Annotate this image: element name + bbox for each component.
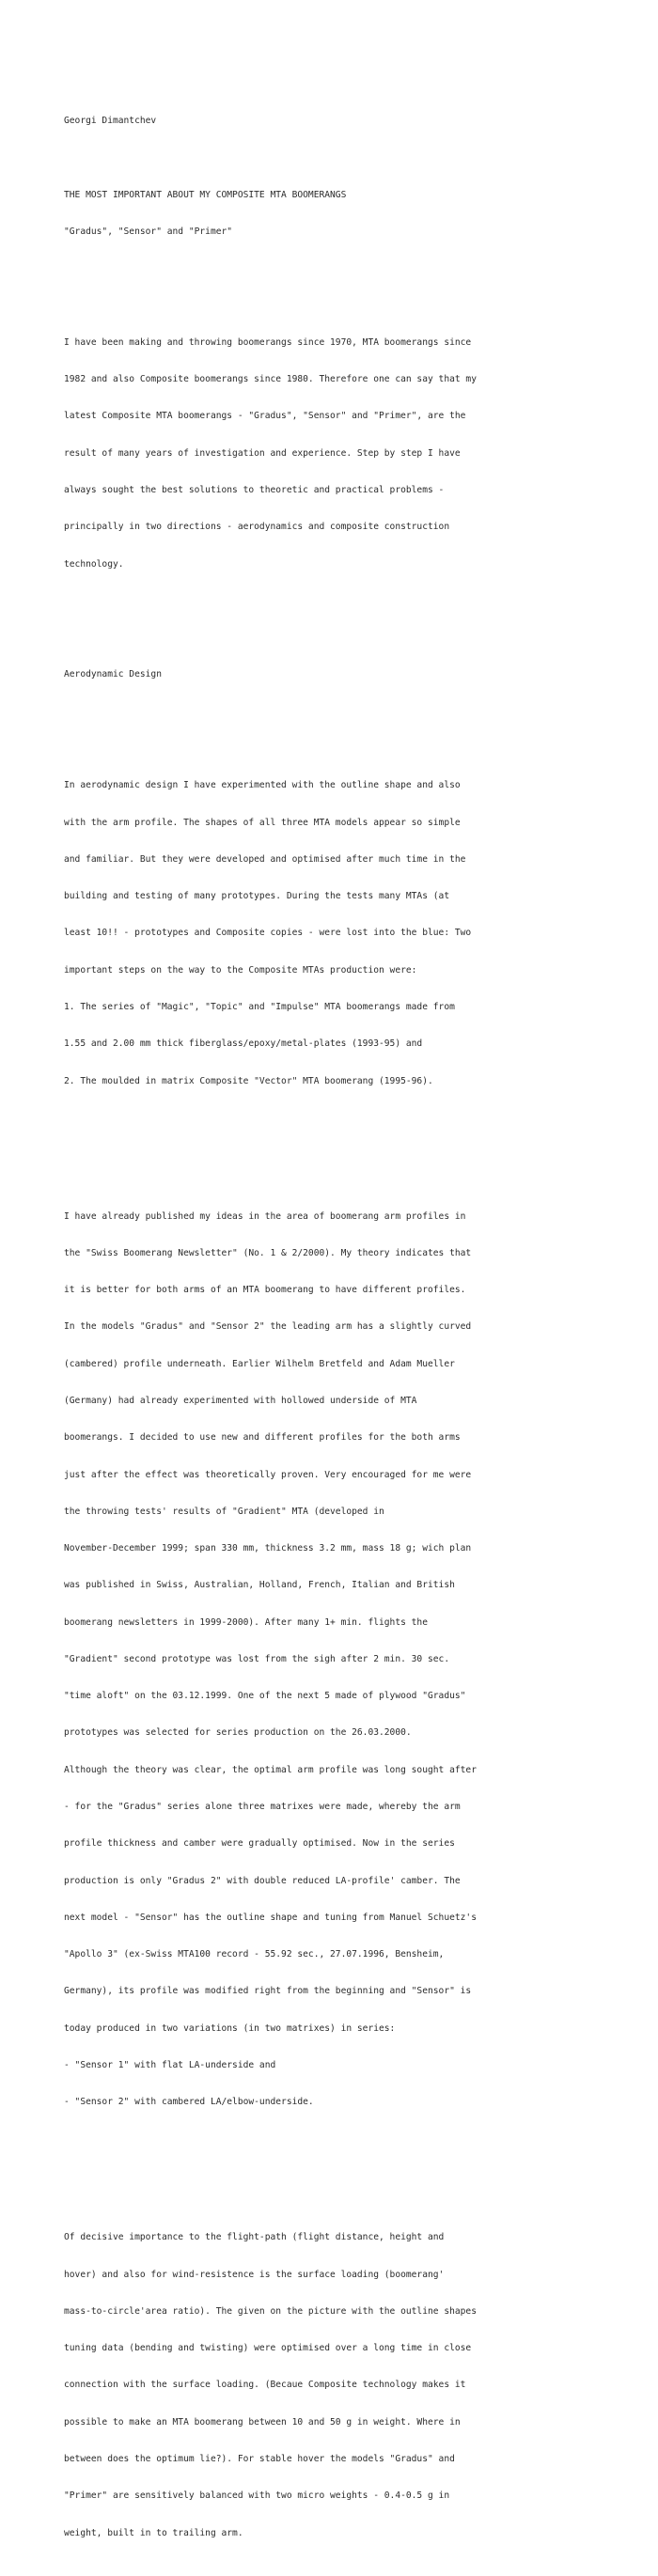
text-line: - "Sensor 1" with flat LA-underside and (64, 2060, 276, 2070)
text-line: - "Sensor 2" with cambered LA/elbow-underside. (64, 2097, 314, 2108)
paragraph-2 (64, 1185, 590, 2132)
text-line: important steps on the way to the Composite MTAs production were: (64, 964, 417, 976)
text-line: I have been making and throwing boomerangs since 1970, MTA boomerangs since (64, 336, 472, 348)
text-line: tuning data (bending and twisting) were optimised over a long time in close (64, 2343, 472, 2354)
text-line: mass-to-circle'area ratio). The given on the picture with the outline shapes (64, 2305, 477, 2317)
document-page (64, 90, 590, 2576)
text-line: today produced in two variations (in two matrixes) in series: (64, 2022, 396, 2034)
intro-paragraph (64, 312, 590, 595)
text-line: 1. The series of "Magic", "Topic" and "Impulse" MTA boomerangs made from (64, 1001, 455, 1012)
paragraph-1 (64, 755, 590, 1112)
text-line: with the arm profile. The shapes of all three MTA models appear so simple (64, 817, 461, 828)
text-line: technology. (64, 558, 124, 570)
text-line: "Gradient" second prototype was lost from the sigh after 2 min. 30 sec. (64, 1653, 450, 1664)
text-line: boomerang newsletters in 1999-2000). After many 1+ min. flights the (64, 1616, 428, 1628)
text-line: November-December 1999; span 330 mm, thickness 3.2 mm, mass 18 g; wich plan (64, 1543, 472, 1554)
paragraph-3 (64, 2207, 590, 2564)
text-line: Germany), its profile was modified right from the beginning and "Sensor" is (64, 1986, 472, 1997)
blank-line (64, 706, 590, 718)
blank-line (64, 2158, 590, 2170)
text-line: (Germany) had already experimented with hollowed underside of MTA (64, 1395, 417, 1406)
blank-line (64, 1136, 590, 1148)
text-line: connection with the surface loading. (Becaue Composite technology makes it (64, 2380, 466, 2391)
text-line: I have already published my ideas in the area of boomerang arm profiles in (64, 1210, 466, 1222)
text-line: boomerangs. I decided to use new and different profiles for the both arms (64, 1432, 461, 1444)
text-line: "Apollo 3" (ex-Swiss MTA100 record - 55.92 sec., 27.07.1996, Bensheim, (64, 1949, 445, 1960)
text-line: (cambered) profile underneath. Earlier Wilhelm Bretfeld and Adam Mueller (64, 1358, 455, 1369)
text-line: the throwing tests' results of "Gradient" MTA (developed in (64, 1506, 384, 1517)
text-line: 1982 and also Composite boomerangs since 1980. Therefore one can say that my (64, 374, 477, 385)
text-line: just after the effect was theoretically proven. Very encouraged for me were (64, 1469, 472, 1480)
text-line: was published in Swiss, Australian, Holland, French, Italian and British (64, 1580, 455, 1591)
text-line: building and testing of many prototypes. During the tests many MTAs (at (64, 891, 450, 902)
text-line: possible to make an MTA boomerang between 10 and 50 g in weight. Where in (64, 2416, 461, 2428)
text-line: In aerodynamic design I have experimented with the outline shape and also (64, 780, 461, 791)
text-line: always sought the best solutions to theoretic and practical problems - (64, 485, 445, 495)
text-line: "time aloft" on the 03.12.1999. One of the next 5 made of plywood "Gradus" (64, 1691, 466, 1702)
blank-line (64, 262, 590, 274)
text-line: least 10!! - prototypes and Composite copies - were lost into the blue: Two (64, 928, 472, 939)
text-line: next model - "Sensor" has the outline shape and tuning from Manuel Schuetz's (64, 1912, 477, 1923)
text-line: result of many years of investigation and experience. Step by step I have (64, 447, 461, 459)
text-line: hover) and also for wind-resistence is the surface loading (boomerang' (64, 2269, 445, 2280)
text-line: it is better for both arms of an MTA boomerang to have different profiles. (64, 1285, 466, 1296)
text-line: 1.55 and 2.00 mm thick fiberglass/epoxy/metal-plates (1993-95) and (64, 1038, 423, 1050)
document-title: THE MOST IMPORTANT ABOUT MY COMPOSITE MTA BOOMERANGS (64, 189, 347, 200)
text-line: "Primer" are sensitively balanced with two micro weights - 0.4-0.5 g in (64, 2490, 450, 2502)
blank-line (64, 619, 590, 632)
text-line: the "Swiss Boomerang Newsletter" (No. 1 & 2/2000). My theory indicates that (64, 1247, 472, 1258)
text-line: between does the optimum lie?). For stable hover the models "Gradus" and (64, 2454, 455, 2464)
blank-line (64, 151, 590, 164)
document-subtitle: "Gradus", "Sensor" and "Primer" (64, 226, 233, 238)
text-line: In the models "Gradus" and "Sensor 2" the leading arm has a slightly curved (64, 1321, 472, 1333)
author-line: Georgi Dimantchev (64, 116, 157, 127)
text-line: and familiar. But they were developed and optimised after much time in the (64, 853, 466, 865)
text-line: production is only "Gradus 2" with double reduced LA-profile' camber. The (64, 1875, 461, 1886)
text-line: Of decisive importance to the flight-path (flight distance, height and (64, 2232, 445, 2243)
text-line: Although the theory was clear, the optimal arm profile was long sought after (64, 1764, 477, 1775)
text-line: profile thickness and camber were gradually optimised. Now in the series (64, 1838, 455, 1850)
text-line: weight, built in to trailing arm. (64, 2527, 243, 2538)
text-line: principally in two directions - aerodynamics and composite construction (64, 522, 450, 533)
text-line: prototypes was selected for series production on the 26.03.2000. (64, 1727, 412, 1739)
text-line: - for the "Gradus" series alone three matrixes were made, whereby the arm (64, 1802, 461, 1813)
text-line: 2. The moulded in matrix Composite "Vector" MTA boomerang (1995-96). (64, 1075, 433, 1086)
text-line: latest Composite MTA boomerangs - "Gradus", "Sensor" and "Primer", are the (64, 411, 466, 422)
section-heading: Aerodynamic Design (64, 669, 162, 680)
